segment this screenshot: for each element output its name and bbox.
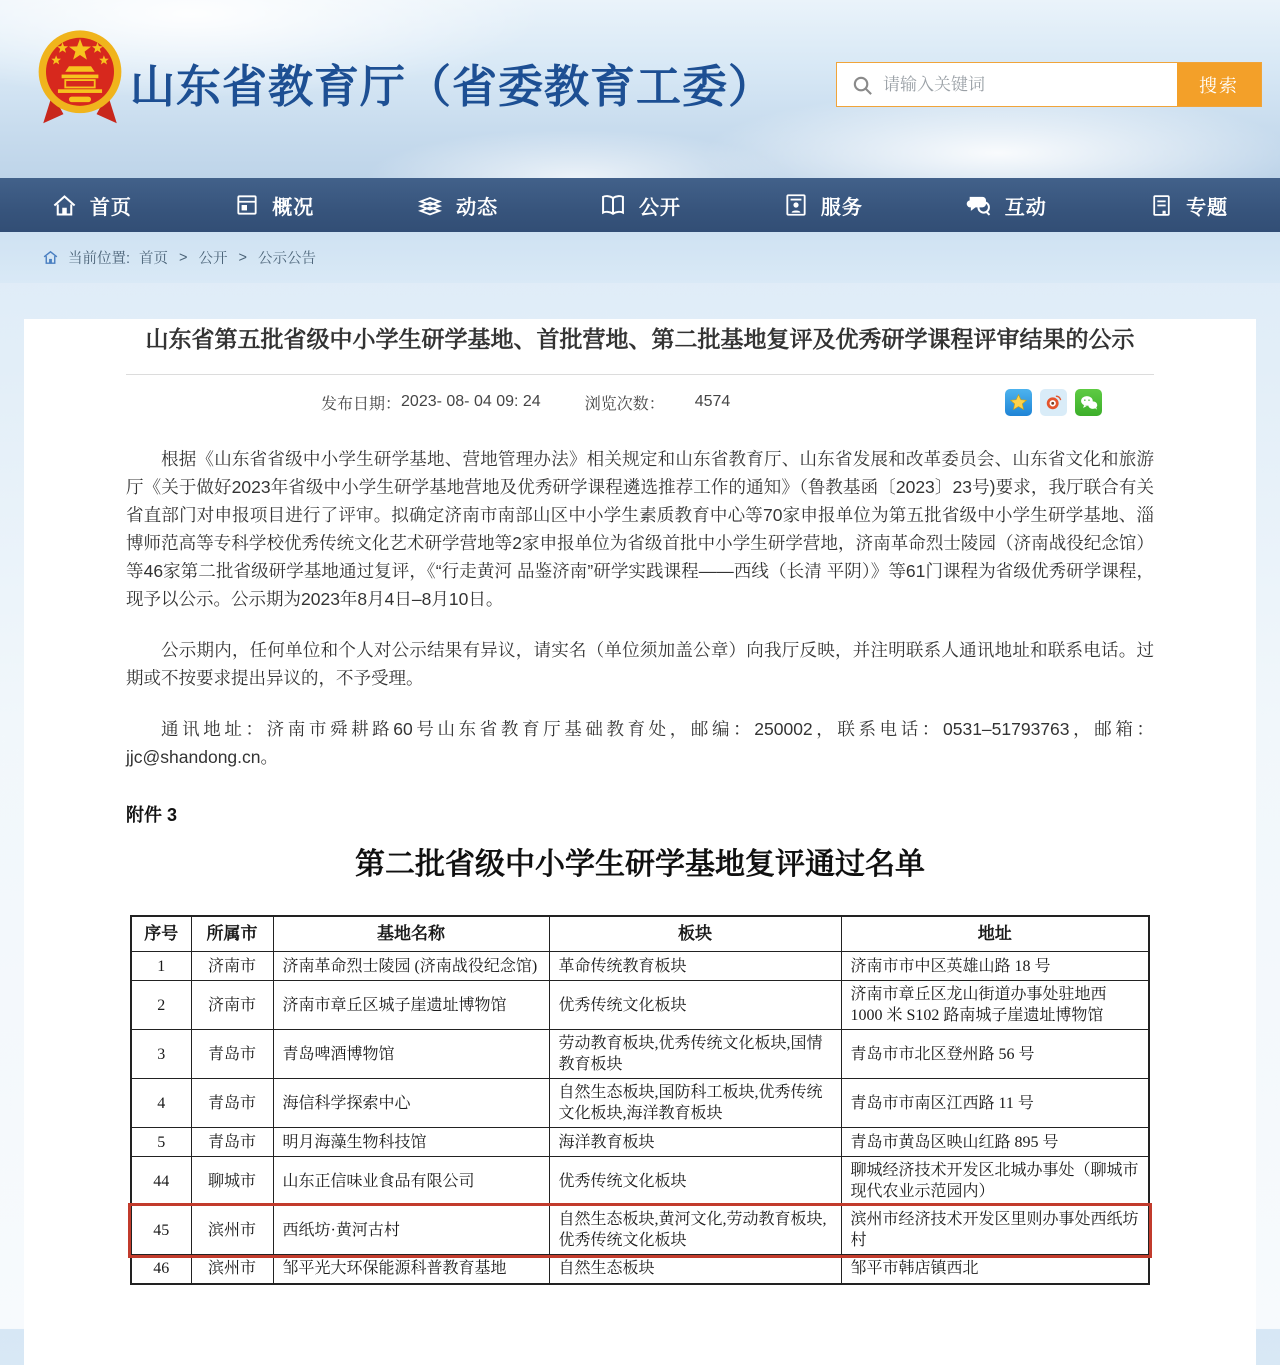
cell-city: 聊城市	[191, 1157, 273, 1206]
publish-date-value: 2023- 08- 04 09: 24	[401, 393, 541, 410]
cell-base-name: 山东正信味业食品有限公司	[273, 1157, 549, 1206]
nav-topics-icon	[1149, 193, 1174, 218]
table-row	[131, 1157, 1149, 1206]
cell-index: 44	[131, 1157, 191, 1206]
table-row	[131, 1079, 1149, 1128]
cell-address: 滨州市经济技术开发区里则办事处西纸坊村	[841, 1206, 1149, 1255]
article-paragraph: 通讯地址：济南市舜耕路60号山东省教育厅基础教育处，邮编：250002，联系电话：0531–51793763，邮箱：jjc@shandong.cn。	[126, 719, 1154, 767]
views-value: 4574	[694, 393, 731, 410]
cell-category: 优秀传统文化板块	[549, 981, 841, 1030]
cell-city: 滨州市	[191, 1206, 273, 1255]
breadcrumb-home-icon	[42, 249, 59, 266]
nav-item-news[interactable]: 动态	[366, 178, 549, 232]
site-header	[0, 0, 1280, 178]
content-card	[24, 319, 1256, 1365]
cell-address: 青岛市黄岛区映山红路 895 号	[841, 1128, 1149, 1157]
nav-item-home[interactable]: 首页	[0, 178, 183, 232]
share-qzone-icon[interactable]	[1005, 389, 1032, 416]
search-button[interactable]: 搜索	[1177, 63, 1261, 106]
cell-category: 自然生态板块	[549, 1255, 841, 1284]
site-title: 山东省教育厅（省委教育工委）	[130, 61, 775, 112]
share-wechat-icon[interactable]	[1075, 389, 1102, 416]
cell-category: 自然生态板块,黄河文化,劳动教育板块,优秀传统文化板块	[549, 1206, 841, 1255]
col-header-index: 序号	[131, 916, 191, 952]
cell-address: 邹平市韩店镇西北	[841, 1255, 1149, 1284]
share-weibo-icon[interactable]	[1040, 389, 1067, 416]
breadcrumb	[0, 232, 1280, 283]
col-header-address: 地址	[841, 916, 1149, 952]
cell-index: 5	[131, 1128, 191, 1157]
cell-category: 劳动教育板块,优秀传统文化板块,国情教育板块	[549, 1030, 841, 1079]
cell-index: 1	[131, 952, 191, 981]
cell-index: 4	[131, 1079, 191, 1128]
article-meta	[126, 384, 1154, 420]
cell-base-name: 海信科学探索中心	[273, 1079, 549, 1128]
cell-address: 济南市市中区英雄山路 18 号	[841, 952, 1149, 981]
nav-item-topics[interactable]: 专题	[1097, 178, 1280, 232]
attachment-label: 附件 3	[126, 805, 178, 825]
cell-city: 济南市	[191, 981, 273, 1030]
cell-city: 青岛市	[191, 1030, 273, 1079]
highlighted-table-row	[131, 1206, 1149, 1255]
article-title: 山东省第五批省级中小学生研学基地、首批营地、第二批基地复评及优秀研学课程评审结果的公示	[145, 326, 1135, 352]
cell-address: 济南市章丘区龙山街道办事处驻地西 1000 米 S102 路南城子崖遗址博物馆	[841, 981, 1149, 1030]
cell-address: 青岛市市南区江西路 11 号	[841, 1079, 1149, 1128]
cell-address: 青岛市市北区登州路 56 号	[841, 1030, 1149, 1079]
cell-city: 青岛市	[191, 1079, 273, 1128]
cell-city: 滨州市	[191, 1255, 273, 1284]
nav-interaction-icon	[965, 191, 993, 219]
nav-news-icon	[416, 191, 444, 219]
cell-base-name: 邹平光大环保能源科普教育基地	[273, 1255, 549, 1284]
cell-index: 45	[131, 1206, 191, 1255]
national-emblem-logo[interactable]	[34, 24, 126, 143]
nav-item-interaction[interactable]: 互动	[914, 178, 1097, 232]
search-input[interactable]	[837, 63, 1177, 106]
cell-base-name: 青岛啤酒博物馆	[273, 1030, 549, 1079]
breadcrumb-home-link[interactable]: 首页	[139, 251, 169, 267]
nav-services-icon	[783, 192, 809, 218]
cell-index: 2	[131, 981, 191, 1030]
nav-item-services[interactable]: 服务	[731, 178, 914, 232]
nav-disclosure-icon	[599, 191, 627, 219]
table-header-row	[131, 916, 1149, 952]
roster-table	[130, 915, 1150, 1285]
cell-category: 海洋教育板块	[549, 1128, 841, 1157]
national-emblem-icon	[34, 125, 126, 142]
views-label: 浏览次数：	[584, 395, 665, 413]
cell-category: 优秀传统文化板块	[549, 1157, 841, 1206]
nav-overview-icon	[234, 192, 260, 218]
search-icon	[851, 74, 874, 97]
breadcrumb-separator: >	[238, 249, 247, 266]
table-row	[131, 981, 1149, 1030]
cell-address: 聊城经济技术开发区北城办事处（聊城市现代农业示范园内）	[841, 1157, 1149, 1206]
cell-index: 3	[131, 1030, 191, 1079]
table-row	[131, 952, 1149, 981]
cell-base-name: 济南革命烈士陵园 (济南战役纪念馆)	[273, 952, 549, 981]
cell-category: 革命传统教育板块	[549, 952, 841, 981]
col-header-city: 所属市	[191, 916, 273, 952]
cell-category: 自然生态板块,国防科工板块,优秀传统文化板块,海洋教育板块	[549, 1079, 841, 1128]
cell-index: 46	[131, 1255, 191, 1284]
breadcrumb-page-link[interactable]: 公示公告	[257, 251, 316, 267]
title-divider	[126, 374, 1154, 375]
nav-item-disclosure[interactable]: 公开	[549, 178, 732, 232]
publish-date-label: 发布日期：	[321, 395, 402, 413]
breadcrumb-section-link[interactable]: 公开	[198, 251, 228, 267]
cell-base-name: 济南市章丘区城子崖遗址博物馆	[273, 981, 549, 1030]
search-bar	[836, 62, 1262, 107]
article-paragraph: 根据《山东省省级中小学生研学基地、营地管理办法》相关规定和山东省教育厅、山东省发展和改革委员会、山东省文化和旅游厅《关于做好2023年省级中小学生研学基地营地及优秀研学课程遴选推荐工作的通知》（鲁教基函〔2023〕23号)要求，我厅联合有关省直部门对申报项目进行了评审。拟确定济南市南部山区中小学生素质教育中心等70家申报单位为第五批省级中小学生研学基地、淄博师范高等专科学校优秀传统文化艺术研学营地等2家申报单位为省级首批中小学生研学营地，济南革命烈士陵园（济南战役纪念馆）等46家第二批省级研学基地通过复评，《“行走黄河 品鉴济南”研学实践课程——西线（长清 平阴）》等61门课程为省级优秀研学课程，现予以公示。公示期为2023年8月4日–8月10日。	[126, 449, 1154, 609]
roster-table-title: 第二批省级中小学生研学基地复评通过名单	[355, 848, 925, 881]
table-row	[131, 1030, 1149, 1079]
cell-base-name: 明月海藻生物科技馆	[273, 1128, 549, 1157]
article-paragraph: 公示期内，任何单位和个人对公示结果有异议，请实名（单位须加盖公章）向我厅反映，并注明联系人通讯地址和联系电话。过期或不按要求提出异议的，不予受理。	[126, 640, 1154, 688]
nav-home-icon	[51, 192, 78, 219]
table-row	[131, 1128, 1149, 1157]
col-header-base-name: 基地名称	[273, 916, 549, 952]
breadcrumb-prefix: 当前位置:	[68, 251, 131, 267]
col-header-category: 板块	[549, 916, 841, 952]
table-row	[131, 1255, 1149, 1284]
cell-city: 青岛市	[191, 1128, 273, 1157]
article-body	[126, 445, 1154, 771]
breadcrumb-separator: >	[179, 249, 188, 266]
cell-city: 济南市	[191, 952, 273, 981]
cell-base-name: 西纸坊·黄河古村	[273, 1206, 549, 1255]
nav-item-overview[interactable]: 概况	[183, 178, 366, 232]
main-nav	[0, 178, 1280, 232]
share-icons	[1005, 389, 1102, 416]
